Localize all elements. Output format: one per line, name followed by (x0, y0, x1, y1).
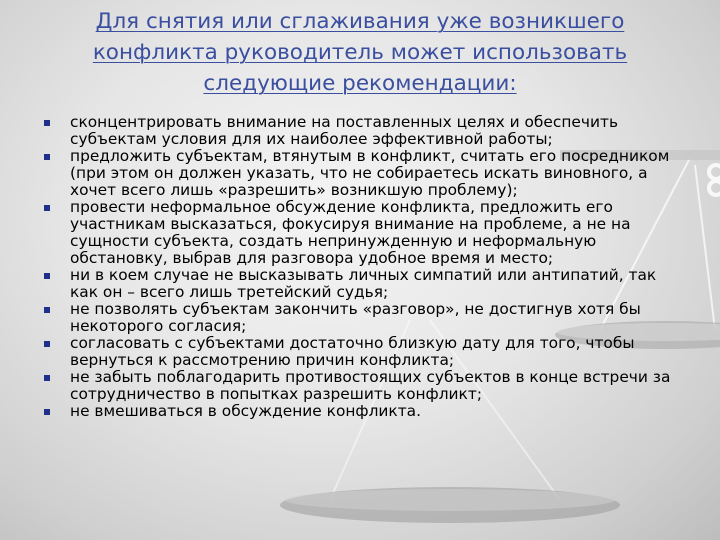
square-bullet-icon (44, 154, 50, 160)
square-bullet-icon (44, 341, 50, 347)
page-title (40, 6, 680, 99)
list-item-text: не вмешиваться в обсуждение конфликта. (70, 402, 422, 420)
list-item-text: провести неформальное обсуждение конфликта, предложить его участникам высказаться, фокусируя внимание на проблеме, а не на сущности субъекта, создать непринужденную и неформальную обстановку, выбрав для разговора удобное время и место; (70, 198, 631, 267)
recommendations-list (42, 114, 712, 420)
list-item-text: не забыть поблагодарить противостоящих субъектов в конце встречи за сотрудничество в попытках разрешить конфликт; (70, 368, 671, 403)
list-item (42, 114, 712, 148)
list-item-text: ни в коем случае не высказывать личных симпатий или антипатий, так как он – всего лишь третейский судья; (70, 266, 657, 301)
square-bullet-icon (44, 205, 50, 211)
list-item (42, 301, 712, 335)
list-item (42, 403, 712, 420)
square-bullet-icon (44, 409, 50, 415)
list-item (42, 267, 712, 301)
list-item-text: согласовать с субъектами достаточно близкую дату для того, чтобы вернуться к рассмотрению причин конфликта; (70, 334, 635, 369)
list-item-text: сконцентрировать внимание на поставленных целях и обеспечить субъектам условия для их наиболее эффективной работы; (70, 113, 619, 148)
title-line: конфликта руководитель может использовать (92, 40, 628, 65)
list-item (42, 148, 712, 199)
square-bullet-icon (44, 375, 50, 381)
square-bullet-icon (44, 120, 50, 126)
title-line: Для снятия или сглаживания уже возникшего (95, 9, 625, 34)
square-bullet-icon (44, 307, 50, 313)
list-item (42, 369, 712, 403)
title-line: следующие рекомендации: (203, 71, 517, 96)
list-item-text: не позволять субъектам закончить «разговор», не достигнув хотя бы некоторого согласия; (70, 300, 641, 335)
square-bullet-icon (44, 273, 50, 279)
list-item (42, 335, 712, 369)
list-item-text: предложить субъектам, втянутым в конфликт, считать его посредником (при этом он должен указать, что не собираетесь искать виновного, а хочет всего лишь «разрешить» возникшую проблему); (70, 147, 670, 199)
list-item (42, 199, 712, 267)
